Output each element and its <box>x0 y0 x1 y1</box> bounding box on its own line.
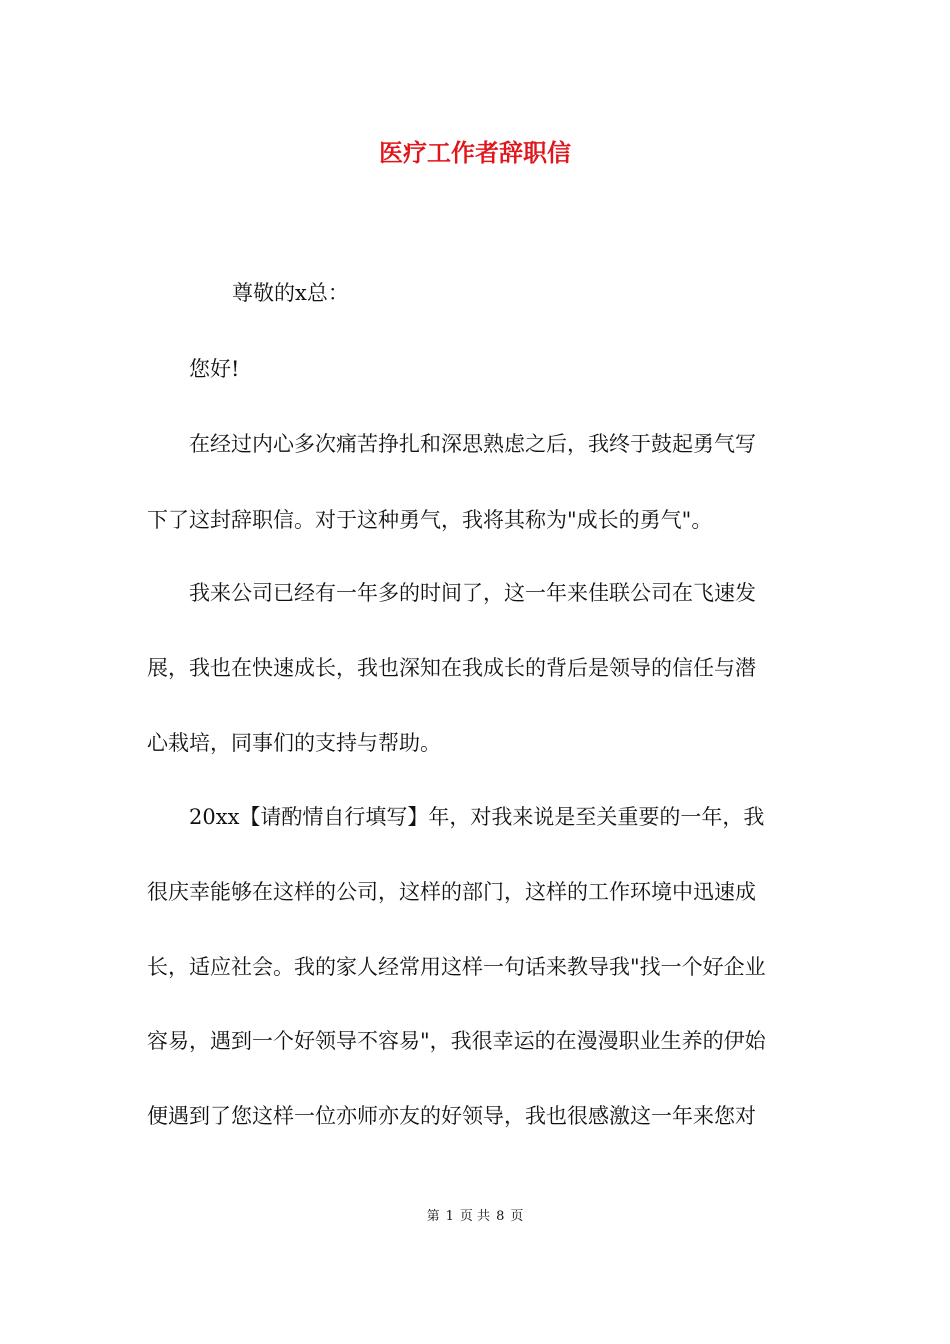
paragraph-line: 20xx【请酌情自行填写】年，对我来说是至关重要的一年，我 <box>189 805 765 829</box>
salutation-line: 您好! <box>189 357 240 381</box>
greeting-line: 尊敬的x总： <box>232 281 349 305</box>
paragraph-line: 我来公司已经有一年多的时间了，这一年来佳联公司在飞速发 <box>189 581 756 605</box>
page-number-footer <box>0 1207 950 1227</box>
footer-suffix: 页 <box>510 1209 524 1224</box>
paragraph-line: 展，我也在快速成长，我也深知在我成长的背后是领导的信任与潜 <box>147 656 756 680</box>
paragraph-line: 心栽培，同事们的支持与帮助。 <box>147 731 441 755</box>
footer-current-page: 1 <box>445 1209 454 1224</box>
paragraph-line: 便遇到了您这样一位亦师亦友的好领导，我也很感激这一年来您对 <box>147 1104 756 1128</box>
footer-prefix: 第 <box>426 1209 440 1224</box>
paragraph-line: 下了这封辞职信。对于这种勇气，我将其称为"成长的勇气"。 <box>147 508 713 532</box>
paragraph-line: 很庆幸能够在这样的公司，这样的部门，这样的工作环境中迅速成 <box>147 880 756 904</box>
footer-total-pages: 8 <box>496 1209 505 1224</box>
document-title: 医疗工作者辞职信 <box>379 138 571 167</box>
paragraph-line: 长，适应社会。我的家人经常用这样一句话来教导我"找一个好企业 <box>147 955 766 979</box>
paragraph-line: 容易，遇到一个好领导不容易"，我很幸运的在漫漫职业生养的伊始 <box>147 1029 766 1053</box>
paragraph-line: 在经过内心多次痛苦挣扎和深思熟虑之后，我终于鼓起勇气写 <box>189 432 756 456</box>
footer-middle: 页 共 <box>459 1209 491 1224</box>
